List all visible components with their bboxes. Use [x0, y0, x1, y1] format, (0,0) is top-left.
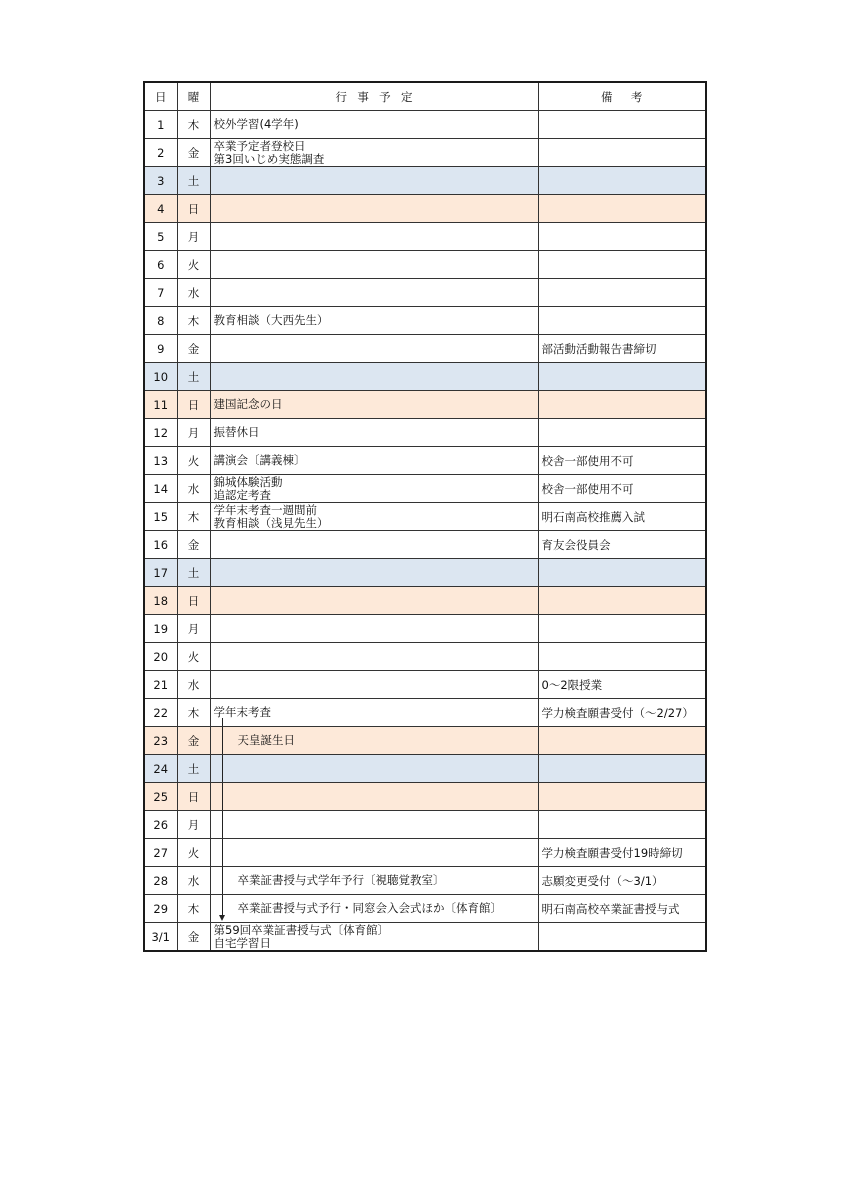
- period-line: [222, 727, 223, 754]
- weekday-cell: 土: [177, 755, 210, 783]
- weekday-cell: 木: [177, 699, 210, 727]
- table-row: [144, 671, 706, 699]
- table-row: [144, 643, 706, 671]
- event-text: 学年末考査一週間前: [213, 502, 317, 517]
- weekday-cell: 水: [177, 671, 210, 699]
- table-row: [144, 419, 706, 447]
- weekday-cell: 金: [177, 727, 210, 755]
- day-cell: 16: [144, 531, 177, 559]
- weekday-cell: 月: [177, 419, 210, 447]
- weekday-cell: 火: [177, 447, 210, 475]
- day-cell: 27: [144, 839, 177, 867]
- weekday-cell: 火: [177, 839, 210, 867]
- note-cell: 育友会役員会: [538, 531, 706, 559]
- table-row: [144, 279, 706, 307]
- events-cell: [210, 363, 538, 391]
- note-cell: [538, 643, 706, 671]
- weekday-cell: 土: [177, 167, 210, 195]
- events-cell: [210, 727, 538, 755]
- period-line: [222, 839, 223, 866]
- note-cell: [538, 391, 706, 419]
- table-row: [144, 923, 706, 952]
- period-line: [222, 718, 223, 726]
- events-cell: [210, 111, 538, 139]
- header-row: [144, 82, 706, 111]
- events-cell: [210, 783, 538, 811]
- header-notes: 備考: [538, 82, 706, 111]
- event-text: 教育相談（浅見先生）: [213, 515, 329, 530]
- event-text: 追認定考査: [213, 487, 271, 502]
- weekday-cell: 金: [177, 139, 210, 167]
- event-text: 振替休日: [213, 425, 260, 439]
- events-cell: [210, 419, 538, 447]
- note-cell: [538, 559, 706, 587]
- note-cell: [538, 615, 706, 643]
- period-line: [222, 867, 223, 894]
- day-cell: 4: [144, 195, 177, 223]
- events-cell: [210, 895, 538, 923]
- note-cell: [538, 363, 706, 391]
- note-cell: [538, 195, 706, 223]
- note-cell: 明石南高校推薦入試: [538, 503, 706, 531]
- weekday-cell: 水: [177, 867, 210, 895]
- table-row: [144, 167, 706, 195]
- events-cell: [210, 307, 538, 335]
- events-cell: [210, 167, 538, 195]
- arrow-down-icon: [219, 915, 225, 921]
- table-row: [144, 559, 706, 587]
- weekday-cell: 月: [177, 223, 210, 251]
- events-cell: [210, 475, 538, 503]
- table-row: [144, 363, 706, 391]
- period-line: [222, 811, 223, 838]
- header-weekday: 曜: [177, 82, 210, 111]
- weekday-cell: 火: [177, 251, 210, 279]
- day-cell: 28: [144, 867, 177, 895]
- events-cell: [210, 223, 538, 251]
- day-cell: 2: [144, 139, 177, 167]
- day-cell: 3: [144, 167, 177, 195]
- table-row: [144, 307, 706, 335]
- weekday-cell: 火: [177, 643, 210, 671]
- table-row: [144, 615, 706, 643]
- events-cell: [210, 531, 538, 559]
- events-cell: [210, 559, 538, 587]
- note-cell: [538, 419, 706, 447]
- weekday-cell: 土: [177, 559, 210, 587]
- events-cell: [210, 251, 538, 279]
- day-cell: 5: [144, 223, 177, 251]
- weekday-cell: 月: [177, 811, 210, 839]
- table-row: [144, 251, 706, 279]
- events-cell: [210, 699, 538, 727]
- event-text: 自宅学習日: [213, 935, 271, 950]
- day-cell: 12: [144, 419, 177, 447]
- note-cell: 学力検査願書受付19時締切: [538, 839, 706, 867]
- event-text: 第3回いじめ実態調査: [213, 151, 325, 166]
- events-cell: [210, 671, 538, 699]
- events-cell: [210, 867, 538, 895]
- note-cell: [538, 307, 706, 335]
- table-row: [144, 727, 706, 755]
- weekday-cell: 日: [177, 783, 210, 811]
- events-cell: [210, 811, 538, 839]
- note-cell: [538, 783, 706, 811]
- table-row: [144, 531, 706, 559]
- day-cell: 15: [144, 503, 177, 531]
- note-cell: 校舎一部使用不可: [538, 475, 706, 503]
- event-text: 校外学習(4学年): [213, 117, 299, 131]
- event-text: 第59回卒業証書授与式〔体育館〕: [213, 922, 390, 937]
- event-text: 天皇誕生日: [237, 733, 295, 747]
- header-day: 日: [144, 82, 177, 111]
- day-cell: 23: [144, 727, 177, 755]
- event-text: 卒業証書授与式予行・同窓会入会式ほか〔体育館〕: [237, 901, 502, 915]
- note-cell: [538, 139, 706, 167]
- event-text: 学年末考査: [213, 705, 271, 719]
- note-cell: [538, 727, 706, 755]
- table-row: [144, 699, 706, 727]
- weekday-cell: 水: [177, 279, 210, 307]
- day-cell: 24: [144, 755, 177, 783]
- day-cell: 18: [144, 587, 177, 615]
- events-cell: [210, 839, 538, 867]
- day-cell: 3/1: [144, 923, 177, 952]
- weekday-cell: 日: [177, 391, 210, 419]
- weekday-cell: 木: [177, 307, 210, 335]
- weekday-cell: 金: [177, 531, 210, 559]
- day-cell: 26: [144, 811, 177, 839]
- event-text: 卒業予定者登校日: [213, 138, 306, 153]
- event-text: 講演会〔講義棟〕: [213, 453, 306, 467]
- day-cell: 9: [144, 335, 177, 363]
- table-row: [144, 447, 706, 475]
- events-cell: [210, 391, 538, 419]
- period-line: [222, 755, 223, 782]
- weekday-cell: 木: [177, 111, 210, 139]
- note-cell: [538, 587, 706, 615]
- table-row: [144, 391, 706, 419]
- weekday-cell: 日: [177, 587, 210, 615]
- note-cell: [538, 755, 706, 783]
- period-line: [222, 783, 223, 810]
- events-cell: [210, 643, 538, 671]
- table-row: [144, 587, 706, 615]
- day-cell: 11: [144, 391, 177, 419]
- header-events: 行事予定: [210, 82, 538, 111]
- table-row: [144, 755, 706, 783]
- day-cell: 6: [144, 251, 177, 279]
- day-cell: 10: [144, 363, 177, 391]
- table-row: [144, 475, 706, 503]
- table-row: [144, 223, 706, 251]
- note-cell: [538, 279, 706, 307]
- day-cell: 29: [144, 895, 177, 923]
- table-row: [144, 111, 706, 139]
- day-cell: 25: [144, 783, 177, 811]
- events-cell: [210, 279, 538, 307]
- table-row: [144, 895, 706, 923]
- day-cell: 19: [144, 615, 177, 643]
- events-cell: [210, 139, 538, 167]
- events-cell: [210, 447, 538, 475]
- period-line: [222, 895, 223, 916]
- schedule-body: [144, 111, 706, 952]
- day-cell: 14: [144, 475, 177, 503]
- note-cell: 明石南高校卒業証書授与式: [538, 895, 706, 923]
- day-cell: 17: [144, 559, 177, 587]
- events-cell: [210, 755, 538, 783]
- event-text: 建国記念の日: [213, 397, 283, 411]
- events-cell: [210, 195, 538, 223]
- note-cell: [538, 923, 706, 952]
- events-cell: [210, 615, 538, 643]
- events-cell: [210, 503, 538, 531]
- events-cell: [210, 335, 538, 363]
- table-row: [144, 139, 706, 167]
- note-cell: 0～2限授業: [538, 671, 706, 699]
- events-cell: [210, 587, 538, 615]
- schedule-table: [143, 81, 707, 952]
- day-cell: 1: [144, 111, 177, 139]
- table-row: [144, 811, 706, 839]
- weekday-cell: 水: [177, 475, 210, 503]
- table-row: [144, 839, 706, 867]
- events-cell: [210, 923, 538, 952]
- table-row: [144, 503, 706, 531]
- table-row: [144, 783, 706, 811]
- day-cell: 20: [144, 643, 177, 671]
- table-row: [144, 335, 706, 363]
- weekday-cell: 土: [177, 363, 210, 391]
- weekday-cell: 金: [177, 923, 210, 952]
- day-cell: 7: [144, 279, 177, 307]
- day-cell: 8: [144, 307, 177, 335]
- day-cell: 13: [144, 447, 177, 475]
- weekday-cell: 月: [177, 615, 210, 643]
- note-cell: 学力検査願書受付（～2/27）: [538, 699, 706, 727]
- note-cell: 志願変更受付（～3/1）: [538, 867, 706, 895]
- note-cell: [538, 223, 706, 251]
- day-cell: 21: [144, 671, 177, 699]
- weekday-cell: 木: [177, 503, 210, 531]
- table-row: [144, 867, 706, 895]
- note-cell: [538, 251, 706, 279]
- weekday-cell: 木: [177, 895, 210, 923]
- note-cell: [538, 111, 706, 139]
- note-cell: 部活動活動報告書締切: [538, 335, 706, 363]
- note-cell: [538, 811, 706, 839]
- event-text: 卒業証書授与式学年予行〔視聴覚教室〕: [237, 873, 445, 887]
- weekday-cell: 金: [177, 335, 210, 363]
- event-text: 錦城体験活動: [213, 474, 283, 489]
- weekday-cell: 日: [177, 195, 210, 223]
- event-text: 教育相談（大西先生）: [213, 313, 329, 327]
- note-cell: [538, 167, 706, 195]
- day-cell: 22: [144, 699, 177, 727]
- note-cell: 校舎一部使用不可: [538, 447, 706, 475]
- table-row: [144, 195, 706, 223]
